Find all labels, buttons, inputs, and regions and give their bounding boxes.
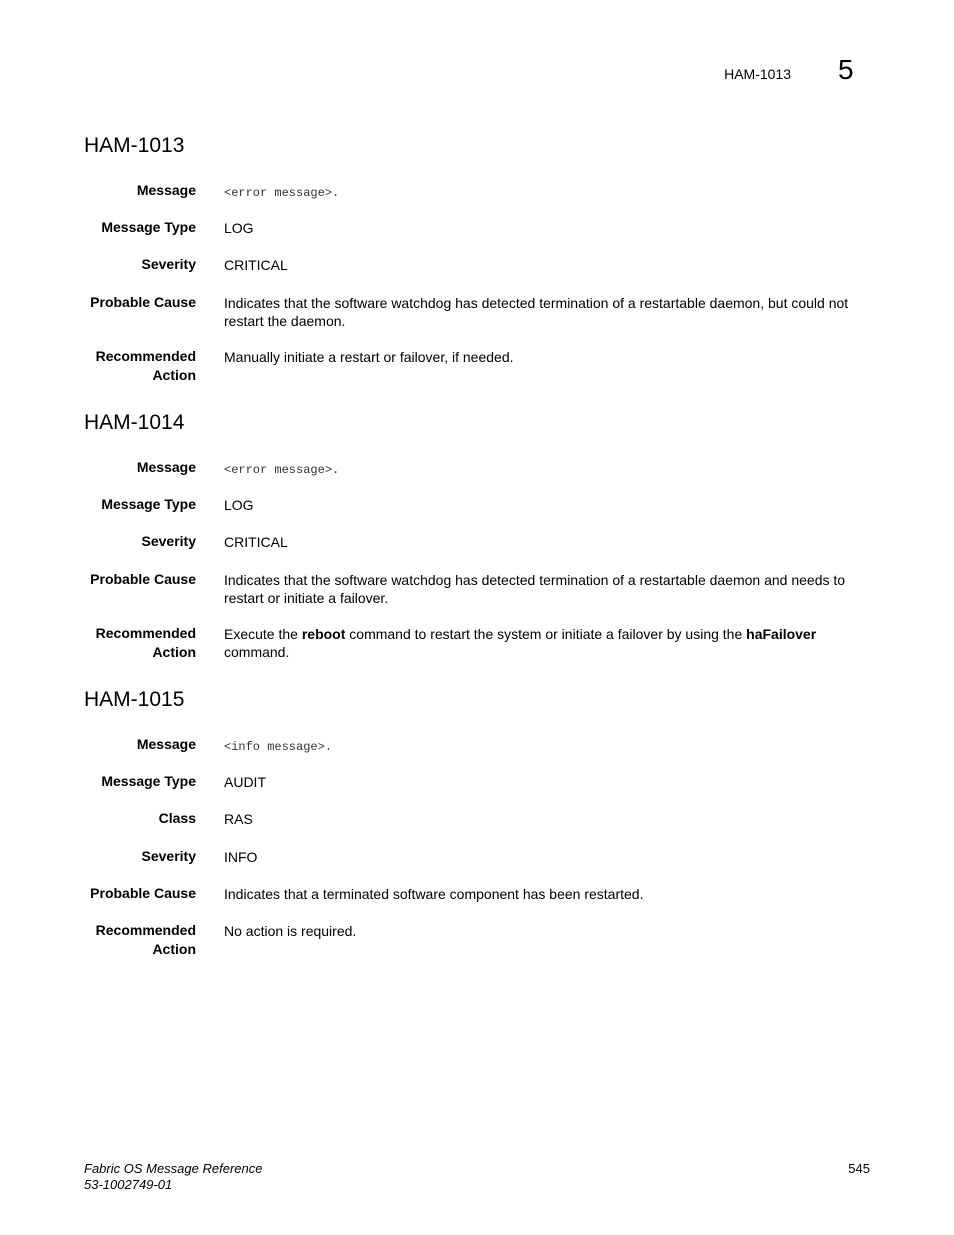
message-type-label: Message Type xyxy=(101,219,196,235)
footer-doc-number: 53-1002749-01 xyxy=(84,1177,173,1192)
message-value: <error message>. xyxy=(224,463,340,477)
severity-value: CRITICAL xyxy=(224,534,288,550)
message-value: <info message>. xyxy=(224,740,333,754)
recommended-action-label: Recommended Action xyxy=(95,348,196,383)
probable-cause-label: Probable Cause xyxy=(90,571,196,587)
severity-label: Severity xyxy=(141,533,196,549)
recommended-action-label: Recommended Action xyxy=(95,625,196,660)
message-type-value: LOG xyxy=(224,497,254,513)
running-header-label: HAM-1013 xyxy=(724,66,791,82)
class-value: RAS xyxy=(224,811,253,827)
chapter-number: 5 xyxy=(838,54,854,85)
entry-title: HAM-1013 xyxy=(84,134,185,157)
entry-title: HAM-1014 xyxy=(84,411,185,434)
severity-label: Severity xyxy=(141,848,196,864)
reboot-command: reboot xyxy=(301,626,346,642)
page-number: 545 xyxy=(848,1161,870,1176)
probable-cause-label: Probable Cause xyxy=(90,294,196,310)
message-label: Message xyxy=(136,182,196,198)
entry-title: HAM-1015 xyxy=(84,688,185,711)
message-type-label: Message Type xyxy=(101,773,196,789)
recommended-action-value: No action is required. xyxy=(224,923,357,939)
recommended-action-label: Recommended Action xyxy=(95,922,196,957)
message-type-value: AUDIT xyxy=(224,774,266,790)
message-type-label: Message Type xyxy=(101,496,196,512)
message-value: <error message>. xyxy=(224,186,340,200)
footer-title: Fabric OS Message Reference xyxy=(84,1161,263,1176)
severity-value: INFO xyxy=(224,849,258,865)
probable-cause-value: Indicates that the software watchdog has detected termination of a restartable daemon, but could not restart the daemon. xyxy=(224,295,849,329)
recommended-action-value: Execute the reboot command to restart the system or initiate a failover by using the haFailover command. xyxy=(224,626,817,660)
severity-label: Severity xyxy=(141,256,196,272)
class-label: Class xyxy=(158,810,196,826)
footer-document-info xyxy=(84,1161,262,1193)
probable-cause-label: Probable Cause xyxy=(90,885,196,901)
recommended-action-value: Manually initiate a restart or failover, if needed. xyxy=(224,349,514,365)
hafailover-command: haFailover xyxy=(746,626,817,642)
severity-value: CRITICAL xyxy=(224,257,288,273)
message-label: Message xyxy=(136,459,196,475)
message-type-value: LOG xyxy=(224,220,254,236)
message-label: Message xyxy=(136,736,196,752)
probable-cause-value: Indicates that a terminated software component has been restarted. xyxy=(224,886,644,902)
probable-cause-value: Indicates that the software watchdog has detected termination of a restartable daemon and needs to restart or initiate a failover. xyxy=(224,572,846,606)
